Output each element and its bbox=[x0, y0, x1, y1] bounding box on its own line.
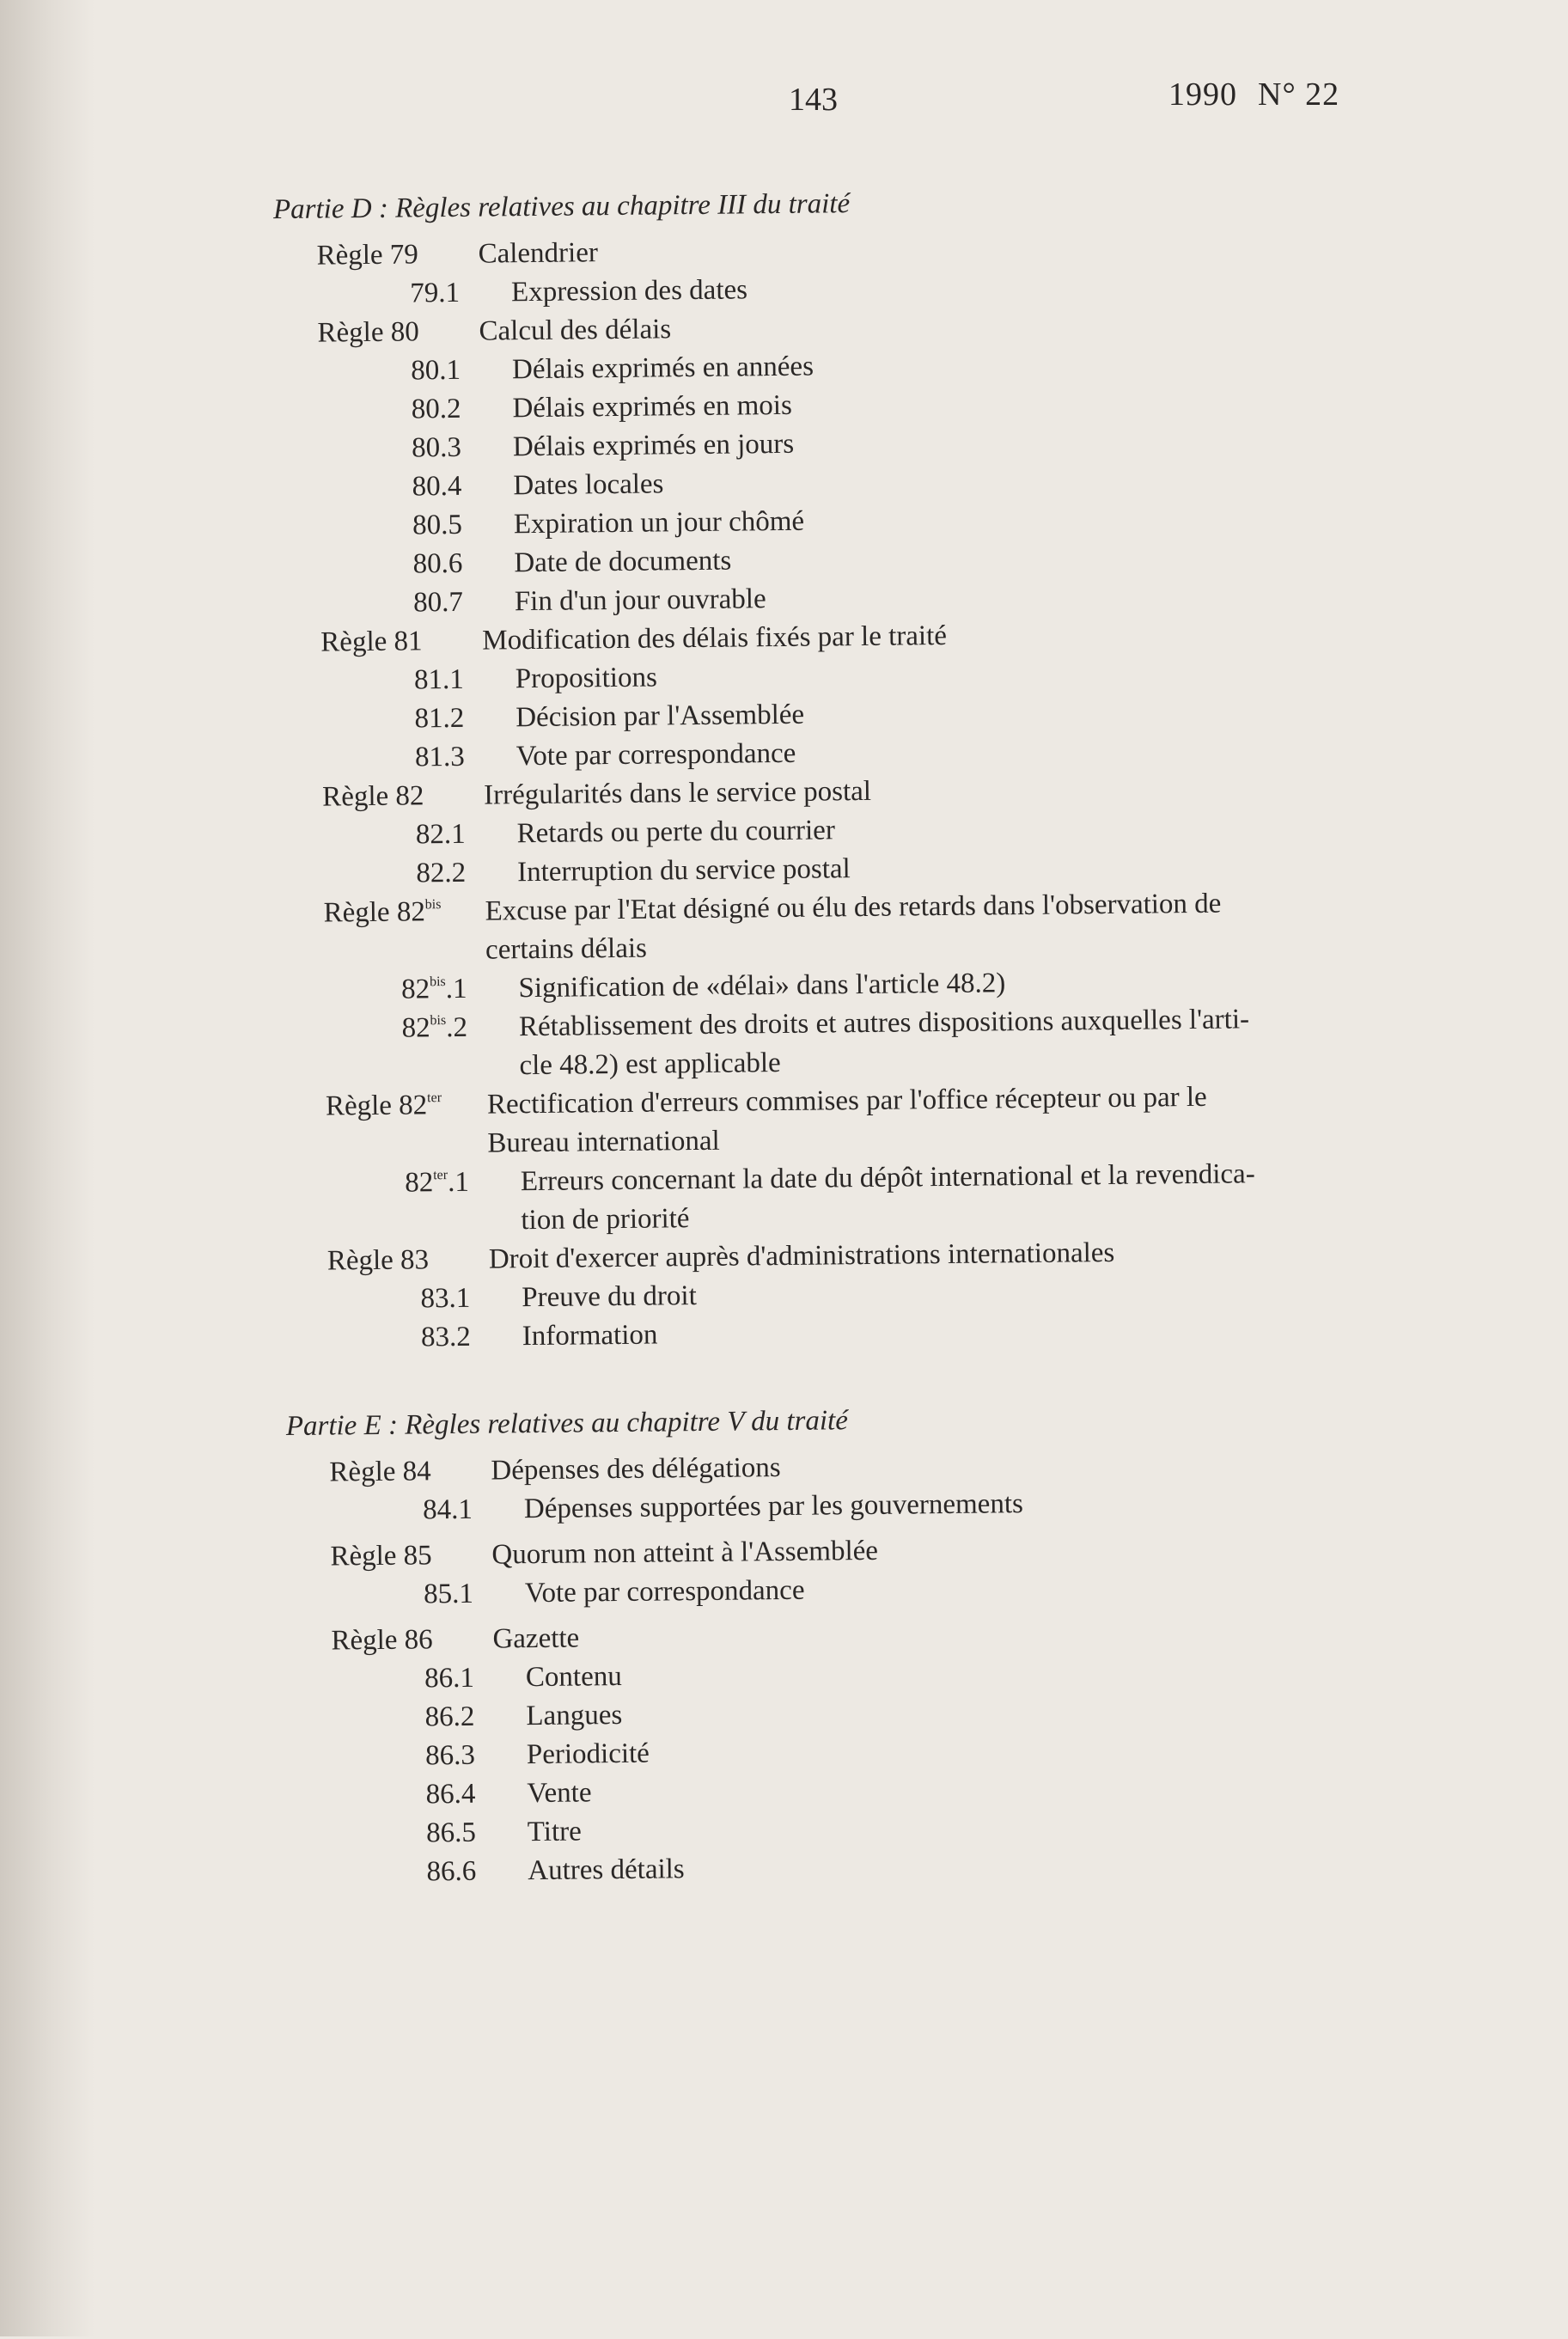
subsection-number: 81.1 bbox=[413, 663, 464, 696]
subsection-number: 80.6 bbox=[412, 547, 463, 580]
subsection-number: 83.2 bbox=[420, 1321, 471, 1353]
part-heading: Partie E : Règles relatives au chapitre V du traité bbox=[285, 1405, 849, 1443]
subsection-title: Interruption du service postal bbox=[516, 853, 851, 889]
subsection-title: Langues bbox=[526, 1699, 623, 1732]
part-heading: Partie D : Règles relatives au chapitre III du traité bbox=[272, 188, 851, 226]
subsection-title: Autres détails bbox=[528, 1853, 685, 1887]
superscript: ter bbox=[433, 1168, 448, 1183]
subsection-title: Délais exprimés en jours bbox=[512, 428, 795, 463]
rule-label: Règle 83 bbox=[326, 1244, 430, 1277]
subsection-title: Titre bbox=[527, 1816, 582, 1848]
subsection-number: 80.5 bbox=[412, 509, 463, 541]
subsection-title: Vote par correspondance bbox=[524, 1574, 805, 1609]
superscript: bis bbox=[430, 1013, 447, 1029]
subsection-number: 80.3 bbox=[412, 431, 462, 464]
issue-year: 1990 bbox=[1168, 76, 1237, 113]
rule-label: Règle 82 bbox=[322, 780, 424, 813]
subsection-number: 86.5 bbox=[425, 1817, 477, 1849]
subsection-number: 86.6 bbox=[426, 1855, 477, 1888]
superscript: ter bbox=[427, 1090, 442, 1106]
subsection-number: 83.1 bbox=[420, 1282, 471, 1315]
rule-label: Règle 84 bbox=[329, 1456, 431, 1488]
rule-label: Règle $82^{bis}$ bbox=[323, 896, 442, 929]
subsection-number: 79.1 bbox=[410, 277, 461, 309]
subsection-number: 86.2 bbox=[424, 1701, 475, 1733]
subsection-title: Délais exprimés en mois bbox=[512, 389, 792, 424]
subsection-title: Expression des dates bbox=[510, 274, 748, 308]
subsection-number: 81.2 bbox=[414, 702, 465, 735]
subsection-number: 80.2 bbox=[411, 393, 461, 425]
rule-label: Règle 79 bbox=[316, 239, 419, 272]
subsection-title: Dépenses supportées par les gouvernements bbox=[523, 1488, 1024, 1525]
subsection-number: 82.1 bbox=[415, 818, 466, 851]
rule-title: Dépenses des délégations bbox=[491, 1452, 781, 1487]
rule-label: Règle 85 bbox=[330, 1540, 432, 1573]
subsection-title: Rétablissement des droits et autres dispositions auxquelles l'arti- bbox=[518, 1004, 1250, 1043]
subsection-title: Propositions bbox=[515, 662, 658, 695]
rule-title: Droit d'exercer auprès d'administrations internationales bbox=[488, 1237, 1115, 1275]
rule-title: Calcul des délais bbox=[479, 314, 672, 347]
issue-number: N° 22 bbox=[1258, 76, 1340, 113]
rule-label: Règle $82^{ter}$ bbox=[325, 1090, 442, 1122]
subsection-title: Preuve du droit bbox=[522, 1280, 697, 1314]
subsection-title: tion de priorité bbox=[521, 1203, 690, 1237]
subsection-title: cle 48.2) est applicable bbox=[519, 1047, 781, 1082]
subsection-number: $82^{bis}.1$ bbox=[400, 973, 467, 1005]
rule-title: Modification des délais fixés par le traité bbox=[482, 620, 948, 657]
subsection-number: 81.3 bbox=[414, 741, 465, 773]
subsection-number: 86.3 bbox=[424, 1739, 476, 1772]
subsection-title: Periodicité bbox=[526, 1737, 650, 1771]
subsection-number: 82.2 bbox=[416, 857, 467, 889]
rule-title: Irrégularités dans le service postal bbox=[484, 775, 872, 811]
subsection-title: Contenu bbox=[525, 1660, 622, 1694]
subsection-title: Erreurs concernant la date du dépôt international et la revendica- bbox=[520, 1158, 1255, 1198]
subsection-title: Date de documents bbox=[514, 545, 732, 579]
subsection-title: Vote par correspondance bbox=[516, 737, 796, 773]
subsection-number: $82^{bis}.2$ bbox=[401, 1011, 468, 1044]
rule-title: Excuse par l'Etat désigné ou élu des retards dans l'observation de bbox=[485, 888, 1222, 927]
subsection-title: Vente bbox=[527, 1777, 592, 1810]
rule-title: certains délais bbox=[485, 932, 648, 966]
rule-title: Rectification d'erreurs commises par l'office récepteur ou par le bbox=[486, 1081, 1207, 1121]
subsection-title: Expiration un jour chômé bbox=[513, 505, 805, 540]
subsection-title: Délais exprimés en années bbox=[511, 351, 815, 386]
subsection-number: 86.1 bbox=[424, 1662, 475, 1695]
subsection-title: Information bbox=[522, 1319, 658, 1353]
subsection-number: 85.1 bbox=[423, 1578, 474, 1610]
rule-title: Gazette bbox=[492, 1622, 580, 1655]
superscript: bis bbox=[424, 897, 442, 913]
superscript: bis bbox=[429, 974, 446, 990]
subsection-number: 86.4 bbox=[425, 1778, 476, 1811]
subsection-number: 84.1 bbox=[422, 1493, 473, 1526]
rule-label: Règle 80 bbox=[317, 316, 419, 349]
rule-label: Règle 86 bbox=[331, 1624, 433, 1657]
rule-title: Bureau international bbox=[487, 1125, 720, 1159]
subsection-number: 80.1 bbox=[411, 354, 461, 387]
subsection-title: Fin d'un jour ouvrable bbox=[514, 583, 766, 618]
rule-label: Règle 81 bbox=[320, 626, 423, 658]
subsection-title: Dates locales bbox=[513, 468, 664, 502]
rule-title: Calendrier bbox=[478, 237, 599, 270]
subsection-number: 80.4 bbox=[412, 470, 462, 503]
subsection-title: Décision par l'Assemblée bbox=[516, 699, 805, 734]
page-number: 143 bbox=[789, 82, 838, 118]
subsection-number: $82^{ter}.1$ bbox=[405, 1166, 470, 1199]
rule-title: Quorum non atteint à l'Assemblée bbox=[491, 1535, 879, 1571]
subsection-title: Signification de «délai» dans l'article 48.2) bbox=[518, 968, 1006, 1005]
subsection-number: 80.7 bbox=[412, 586, 464, 619]
subsection-title: Retards ou perte du courrier bbox=[516, 815, 836, 850]
